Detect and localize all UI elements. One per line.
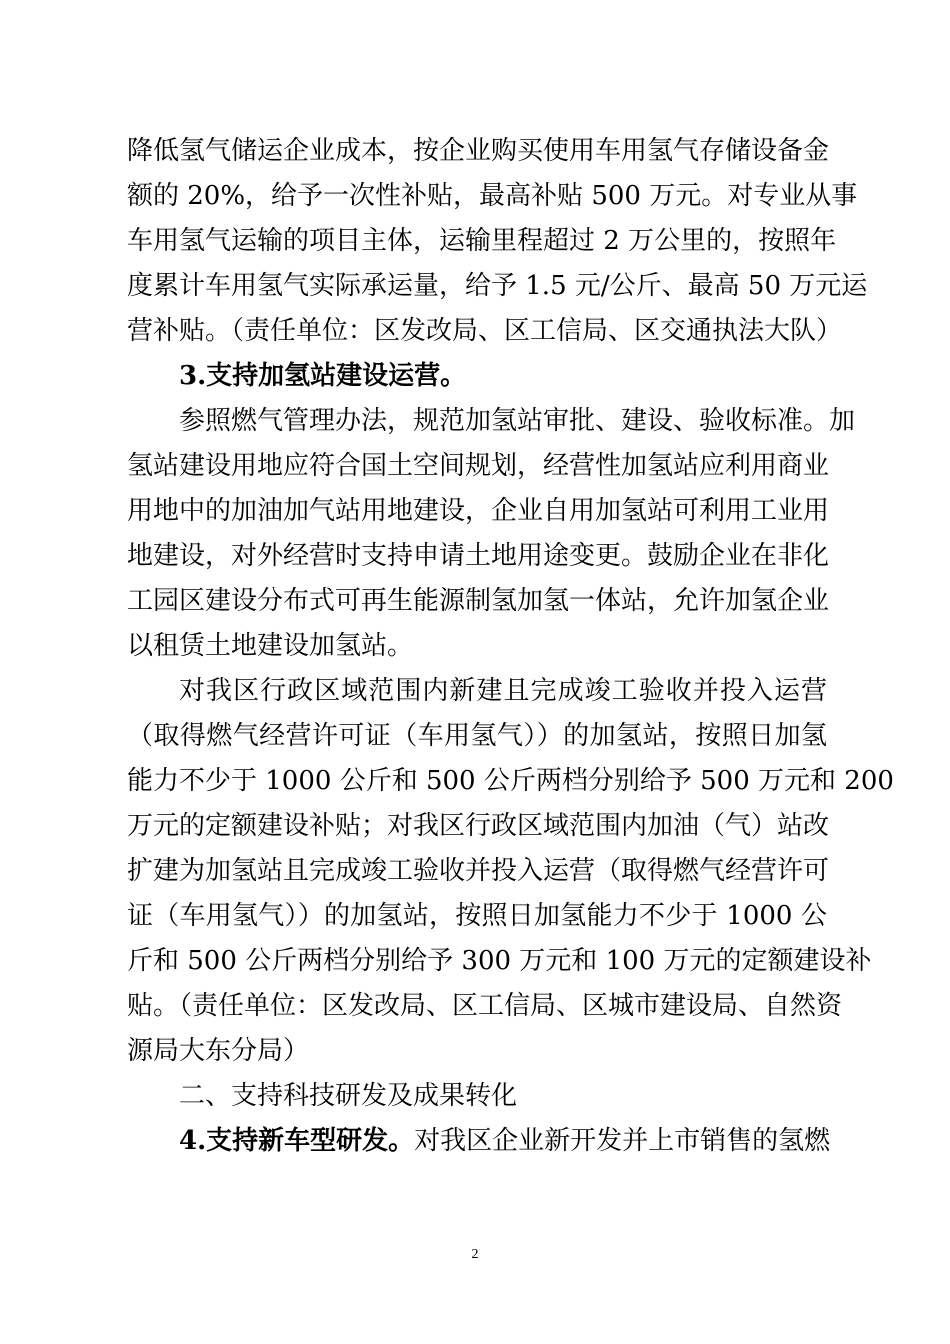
text-line: 斤和 500 公斤两档分别给予 300 万元和 100 万元的定额建设补 [127,946,872,976]
text-line: 工园区建设分布式可再生能源制氢加氢一体站，允许加氢企业 [127,586,830,616]
text-line: 额的 20%，给予一次性补贴，最高补贴 500 万元。对专业从事 [127,181,858,211]
text-line: 车用氢气运输的项目主体，运输里程超过 2 万公里的，按照年 [127,226,837,256]
text-line: 扩建为加氢站且完成竣工验收并投入运营（取得燃气经营许可 [127,856,830,886]
document-body [127,129,894,1164]
text-line: 氢站建设用地应符合国土空间规划，经营性加氢站应利用商业 [127,451,830,481]
text-line: 证（车用氢气））的加氢站，按照日加氢能力不少于 1000 公 [127,901,827,931]
item-4-title: 4.支持新车型研发。 [179,1126,415,1156]
text-line: 对我区行政区域范围内新建且完成竣工验收并投入运营 [179,676,827,706]
text-line: 度累计车用氢气实际承运量，给予 1.5 元/公斤、最高 50 万元运 [127,271,868,301]
text-line: 以租赁土地建设加氢站。 [127,631,414,661]
text-line: （取得燃气经营许可证（车用氢气））的加氢站，按照日加氢 [127,721,827,751]
text-line: 营补贴。（责任单位：区发改局、区工信局、区交通执法大队） [127,316,843,346]
text-line: 能力不少于 1000 公斤和 500 公斤两档分别给予 500 万元和 200 [127,766,894,796]
text-line: 源局大东分局） [127,1036,310,1066]
item-4-line [127,1119,831,1164]
text-line: 地建设，对外经营时支持申请土地用途变更。鼓励企业在非化 [127,541,830,571]
text-line: 贴。（责任单位：区发改局、区工信局、区城市建设局、自然资 [127,991,843,1021]
text-line: 参照燃气管理办法，规范加氢站审批、建设、验收标准。加 [179,406,856,436]
section-heading-2: 二、支持科技研发及成果转化 [179,1081,518,1111]
text-line: 降低氢气储运企业成本，按企业购买使用车用氢气存储设备金 [127,136,830,166]
section-heading-3: 3.支持加氢站建设运营。 [179,361,467,391]
text-line: 用地中的加油加气站用地建设，企业自用加氢站可利用工业用 [127,496,830,526]
text-line: 万元的定额建设补贴；对我区行政区域范围内加油（气）站改 [127,811,830,841]
item-4-text: 对我区企业新开发并上市销售的氢燃 [414,1126,831,1156]
page-number: 2 [471,1247,479,1262]
